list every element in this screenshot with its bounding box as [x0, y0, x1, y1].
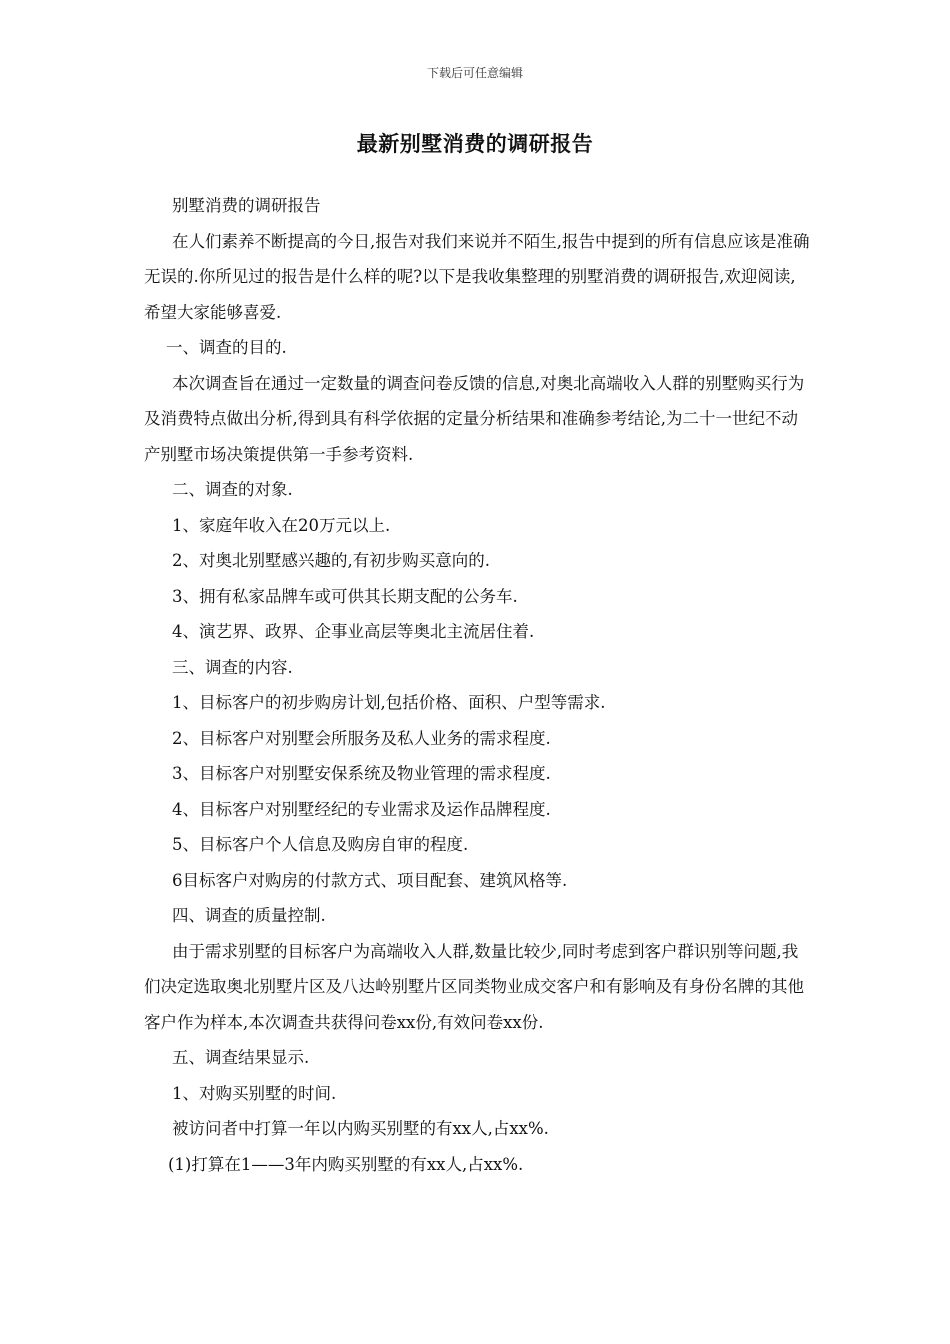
paragraph: 6目标客户对购房的付款方式、项目配套、建筑风格等.: [172, 870, 568, 890]
paragraph: 1、家庭年收入在20万元以上.: [172, 515, 391, 535]
paragraph: 1、目标客户的初步购房计划,包括价格、面积、户型等需求.: [172, 693, 606, 712]
paragraph: 5、目标客户个人信息及购房自审的程度.: [172, 835, 469, 854]
paragraph: 2、目标客户对别墅会所服务及私人业务的需求程度.: [172, 728, 551, 748]
paragraph: 本次调查旨在通过一定数量的调查问卷反馈的信息,对奥北高端收入人群的别墅购买行为及消费特点做出分析,得到具有科学依据的定量分析结果和准确参考结论,为二十一世纪不动产别墅市场决策提供第一手参考资料.: [144, 373, 805, 464]
paragraph: 3、拥有私家品牌车或可供其长期支配的公务车.: [172, 586, 518, 606]
paragraph: 在人们素养不断提高的今日,报告对我们来说并不陌生,报告中提到的所有信息应该是准确无误的.你所见过的报告是什么样的呢?以下是我收集整理的别墅消费的调研报告,欢迎阅读,希望大家能够喜爱.: [144, 231, 810, 322]
paragraph: 2、对奥北别墅感兴趣的,有初步购买意向的.: [172, 551, 490, 570]
header-note: 下载后可任意编辑: [426, 66, 523, 80]
paragraph: 四、调查的质量控制.: [172, 906, 326, 925]
paragraph: 五、调查结果显示.: [172, 1048, 310, 1067]
paragraph: 由于需求别墅的目标客户为高端收入人群,数量比较少,同时考虑到客户群识别等问题,我们决定选取奥北别墅片区及八达岭别墅片区同类物业成交客户和有影响及有身份名牌的其他客户作为样本,本次调查共获得问卷xx份,有效问卷xx份.: [144, 941, 804, 1032]
paragraph: 三、调查的内容.: [172, 657, 293, 677]
paragraph: 1、对购买别墅的时间.: [172, 1083, 337, 1103]
paragraph: 一、调查的目的.: [166, 338, 287, 357]
document-title: 最新别墅消费的调研报告: [356, 131, 594, 156]
document-body: [144, 188, 812, 1182]
paragraph: 3、目标客户对别墅安保系统及物业管理的需求程度.: [172, 764, 551, 783]
paragraph: 4、目标客户对别墅经纪的专业需求及运作品牌程度.: [172, 799, 551, 819]
paragraph: (1)打算在1——3年内购买别墅的有xx人,占xx%.: [168, 1154, 524, 1174]
paragraph: 二、调查的对象.: [172, 480, 293, 499]
paragraph: 别墅消费的调研报告: [172, 196, 321, 215]
paragraph: 被访问者中打算一年以内购买别墅的有xx人,占xx%.: [172, 1119, 549, 1138]
paragraph: 4、演艺界、政界、企事业高层等奥北主流居住着.: [172, 622, 535, 641]
